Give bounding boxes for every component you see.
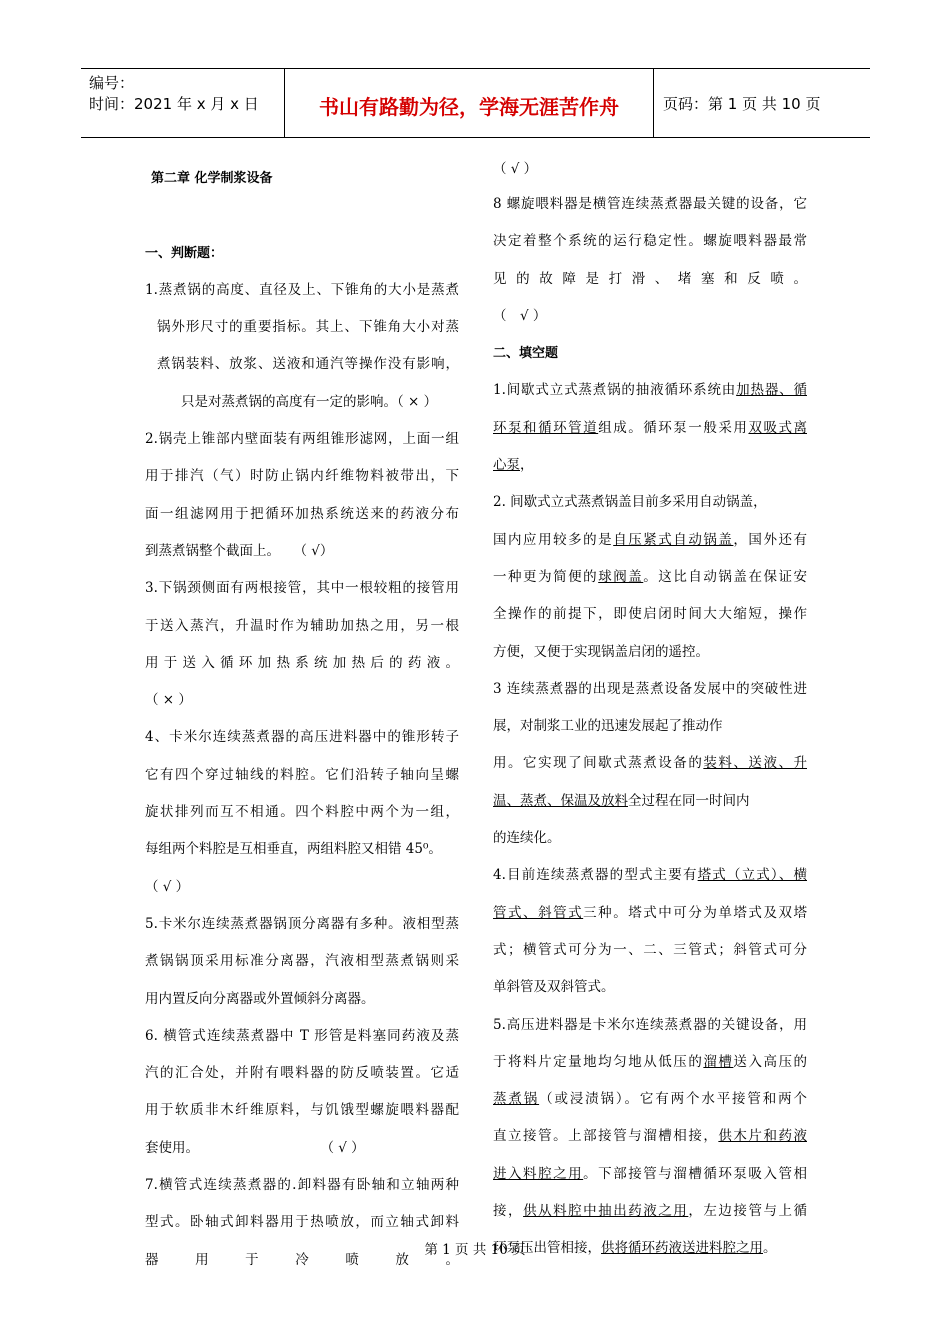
text-line: 方便，又便于实现锅盖启闭的遥控。 xyxy=(493,643,709,660)
text-line: 到蒸煮锅整个截面上。 （ √） xyxy=(145,542,334,559)
answer: 双吸式离 xyxy=(748,419,807,436)
text-line: 1.蒸煮锅的高度、直径及上、下锥角的大小是蒸煮 xyxy=(145,281,459,298)
text: 4.目前连续蒸煮器的型式主要有 xyxy=(493,867,698,884)
text-line: 煮锅装料、放浆、送液和通汽等操作没有影响， xyxy=(157,356,459,373)
text-line: 每组两个料腔是互相垂直，两组料腔又相错 45⁰。 xyxy=(145,841,442,858)
text: 。下部接管与溜槽循环泵吸入管相 xyxy=(583,1165,807,1182)
text-line: 于送入蒸汽，升温时作为辅助加热之用，另一根 xyxy=(145,617,459,634)
page-footer: 第 1 页 共 10 页 xyxy=(424,1242,526,1258)
text-line: 只是对蒸煮锅的高度有一定的影响。（ × ） xyxy=(181,393,438,410)
text-line: 3 连续蒸煮器的出现是蒸煮设备发展中的突破性进 xyxy=(493,680,807,697)
text-line: 5.卡米尔连续蒸煮器锅顶分离器有多种。液相型蒸 xyxy=(145,915,459,932)
text-line: 7.横管式连续蒸煮器的.卸料器有卧轴和立轴两种 xyxy=(145,1177,459,1194)
text: ， xyxy=(520,457,534,474)
text-line: 单斜管及双斜管式。 xyxy=(493,979,615,996)
text-line: （ √ ） xyxy=(145,878,190,895)
text-line: 面一组滤网用于把循环加热系统送来的药液分布 xyxy=(145,505,459,522)
text-line: 它有四个穿过轴线的料腔。它们沿转子轴向呈螺 xyxy=(145,766,459,783)
answer: 塔式（立式）、横 xyxy=(697,867,807,884)
text: ，国外还有 xyxy=(733,531,807,548)
text-line: 旋状排列而互不相通。四个料腔中两个为一组， xyxy=(145,804,459,821)
text-line: 的连续化。 xyxy=(493,830,561,847)
text-line xyxy=(493,410,807,447)
answer: 心泵 xyxy=(493,457,520,474)
header-divider xyxy=(653,69,654,137)
text-line: 5.高压进料器是卡米尔连续蒸煮器的关键设备，用 xyxy=(493,1016,807,1033)
text-line: 用内置反向分离器或外置倾斜分离器。 xyxy=(145,990,375,1007)
text: 于将料片定量地均匀地从低压的 xyxy=(493,1053,704,1070)
text-line: 展，对制浆工业的迅速发展起了推动作 xyxy=(493,718,723,735)
answer: 供从料腔中抽出药液之用 xyxy=(523,1203,689,1220)
answer: 溜槽 xyxy=(703,1053,734,1070)
text-line xyxy=(493,522,807,559)
answer: 温、蒸煮、保温及放料 xyxy=(493,792,628,809)
text: 。 xyxy=(763,1240,777,1257)
answer: 进入料腔之用 xyxy=(493,1165,584,1182)
answer: 装料、送液、升 xyxy=(703,755,807,772)
text-line: 3.下锅颈侧面有两根接管，其中一根较粗的接管用 xyxy=(145,580,459,597)
text-line: 用于送入循环加热系统加热后的药液。 xyxy=(145,654,459,671)
text-line: 2.锅壳上锥部内壁面装有两组锥形滤网，上面一组 xyxy=(145,431,459,448)
text-line: 器 用 于 冷 喷 放 。 xyxy=(145,1251,459,1268)
text: 直立接管。上部接管与溜槽相接， xyxy=(493,1128,719,1145)
text-line: 式；横管式可分为一、二、三管式；斜管式可分 xyxy=(493,941,807,958)
answer: 环泵和循环管道 xyxy=(493,419,599,436)
text-line xyxy=(493,372,807,409)
text-line: 6. 横管式连续蒸煮器中 T 形管是料塞同药液及蒸 xyxy=(145,1027,459,1044)
answer: 自压紧式自动锅盖 xyxy=(613,531,734,548)
header-meta xyxy=(89,73,285,115)
header-page-info: 页码：第 1 页 共 10 页 xyxy=(663,95,821,113)
text: （或浸渍锅）。它有两个水平接管和两个 xyxy=(539,1091,807,1108)
text-line: 8 螺旋喂料器是横管连续蒸煮器最关键的设备，它 xyxy=(493,196,807,212)
text-line: 汽的汇合处，并附有喂料器的防反喷装置。它适 xyxy=(145,1065,459,1082)
text-line: 用于软质非木纤维原料，与饥饿型螺旋喂料器配 xyxy=(145,1102,459,1119)
text: 环泵压出管相接， xyxy=(493,1240,601,1257)
answer: 蒸煮锅 xyxy=(493,1091,540,1108)
text: 组成。循环泵一般采用 xyxy=(598,419,749,436)
text-line: 决定着整个系统的运行稳定性。螺旋喂料器最常 xyxy=(493,233,807,250)
text: 三种。塔式中可分为单塔式及双塔 xyxy=(583,904,807,921)
text-line: 锅外形尺寸的重要指标。其上、下锥角大小对蒸 xyxy=(157,319,459,336)
right-column xyxy=(493,152,807,1268)
text-line: 用于排汽（气）时防止锅内纤维物料被带出，下 xyxy=(145,468,459,485)
text-line xyxy=(493,783,807,820)
page-header xyxy=(81,68,870,138)
text: 用。它实现了间歇式蒸煮设备的 xyxy=(493,755,704,772)
text-line: 煮锅锅顶采用标准分离器，汽液相型蒸煮锅则采 xyxy=(145,953,459,970)
text-line xyxy=(493,1081,807,1118)
text-line xyxy=(493,1044,807,1081)
text-line xyxy=(493,1118,807,1155)
spacer xyxy=(145,197,459,234)
text-line: 套使用。 （ √ ） xyxy=(145,1139,365,1156)
text-line xyxy=(493,1156,807,1193)
text-line: 见的故障是打滑、堵塞和反喷。 xyxy=(493,270,807,287)
left-column xyxy=(145,160,459,1279)
text: 国内应用较多的是 xyxy=(493,531,614,548)
text-line xyxy=(493,559,807,596)
text-line: （ √ ） xyxy=(493,307,547,324)
number-label: 编号： xyxy=(89,74,135,92)
text-line xyxy=(493,745,807,782)
chapter-title: 第二章 化学制浆设备 xyxy=(151,171,273,186)
text-line xyxy=(493,857,807,894)
answer: 加热器、循 xyxy=(736,382,807,399)
text-line xyxy=(493,895,807,932)
answer: 球阀盖 xyxy=(598,568,644,585)
time-label: 时间：2021 年 x 月 x 日 xyxy=(89,95,259,113)
text: 1.间歇式立式蒸煮锅的抽液循环系统由 xyxy=(493,382,737,399)
text-line xyxy=(493,447,807,484)
section-title: 一、判断题： xyxy=(145,245,224,261)
text-line: 4、卡米尔连续蒸煮器的高压进料器中的锥形转子 xyxy=(145,729,459,746)
text-line xyxy=(493,1193,807,1230)
text: 一种更为简便的 xyxy=(493,568,599,585)
text-line: 2. 间歇式立式蒸煮锅盖目前多采用自动锅盖， xyxy=(493,494,767,511)
text: 送入高压的 xyxy=(733,1053,807,1070)
header-motto: 书山有路勤为径，学海无涯苦作舟 xyxy=(319,95,619,119)
text-line: （ × ） xyxy=(145,692,192,709)
text: 。这比自动锅盖在保证安 xyxy=(643,568,807,585)
text: ，左边接管与上循 xyxy=(688,1203,807,1220)
text: 全过程在同一时间内 xyxy=(628,792,750,809)
text: 接， xyxy=(493,1203,524,1220)
section-title: 二、填空题 xyxy=(493,346,559,362)
text-line: 全操作的前提下，即使启闭时间大大缩短，操作 xyxy=(493,606,807,623)
answer: 管式、斜管式 xyxy=(493,904,584,921)
answer: 供将循环药液送进料腔之用 xyxy=(601,1240,763,1257)
answer: 供木片和药液 xyxy=(718,1128,807,1145)
text-line: 型式。卧轴式卸料器用于热喷放，而立轴式卸料 xyxy=(145,1214,459,1231)
check-mark: （ √ ） xyxy=(493,161,538,177)
